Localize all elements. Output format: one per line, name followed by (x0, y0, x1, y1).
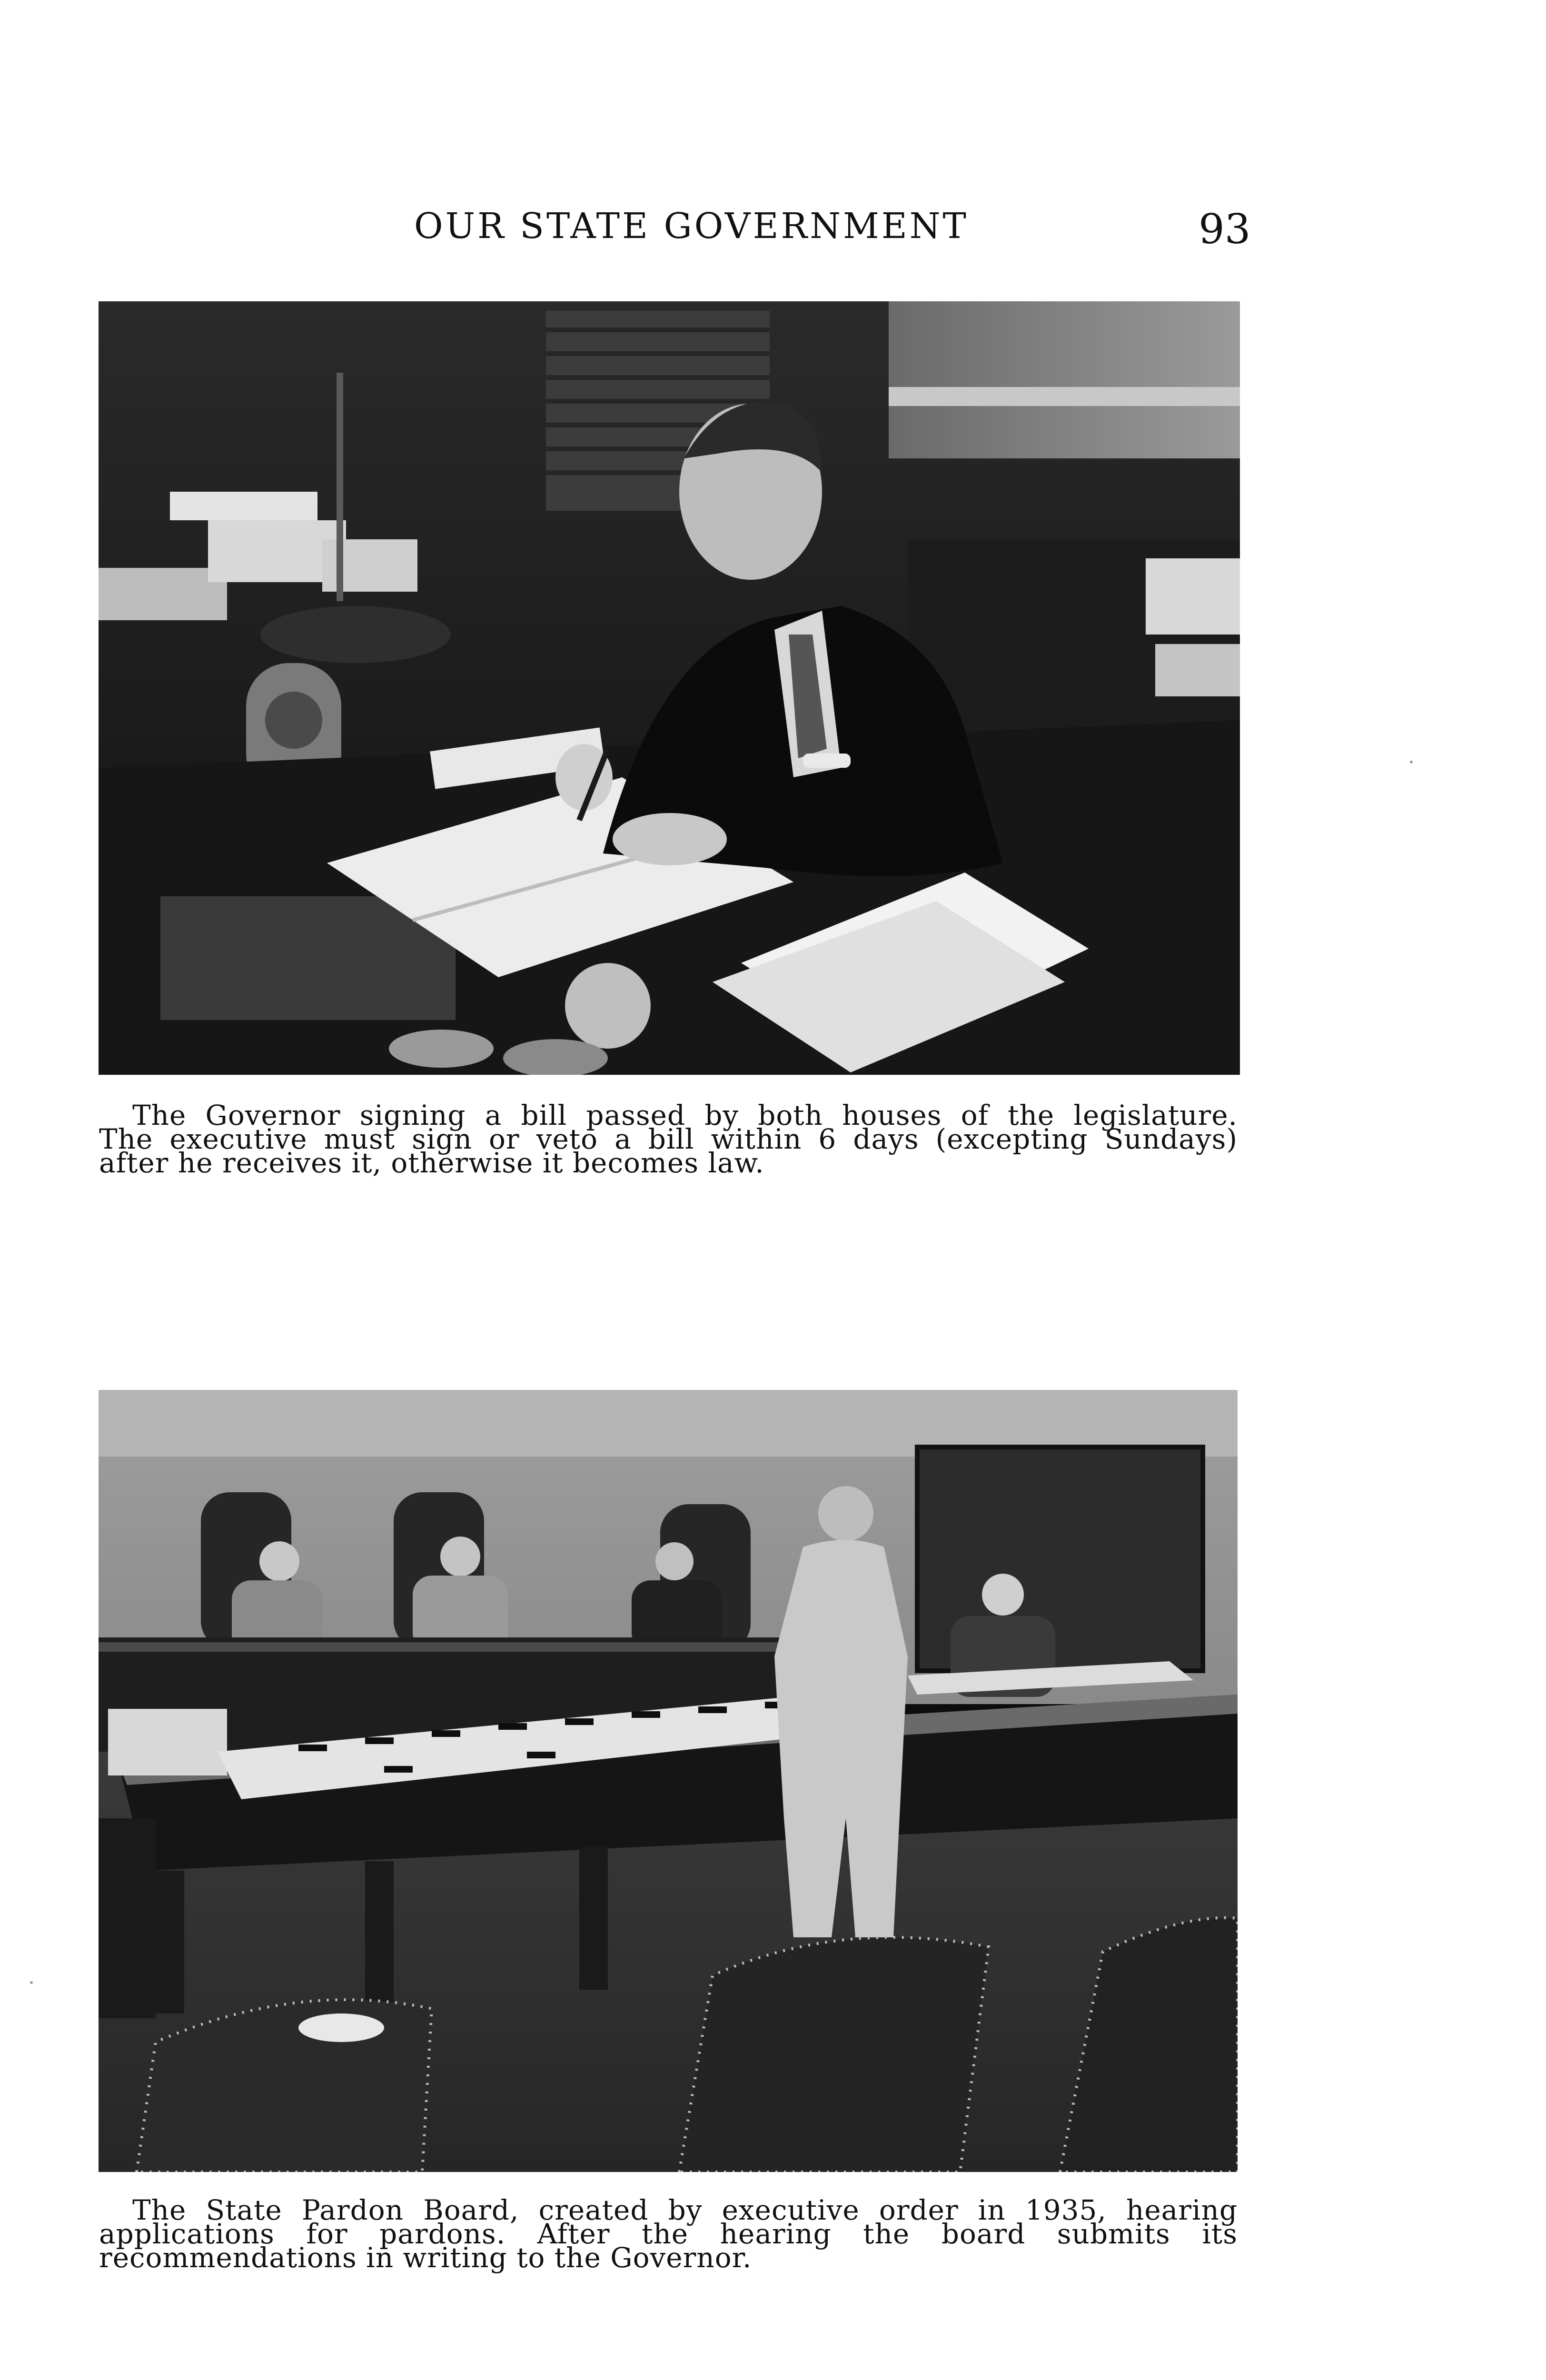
caption-line: The executive must sign or veto a bill within 6 days (excepting Sundays) (99, 1123, 1238, 1155)
caption-line: The Governor signing a bill passed by both houses of the legislature. (132, 1099, 1238, 1131)
governor-photo-caption (99, 1099, 1238, 1179)
pardon-board-photo (99, 1390, 1238, 2172)
caption-line: applications for pardons. After the hearing the board submits its (99, 2218, 1238, 2250)
caption-line: The State Pardon Board, created by executive order in 1935, hearing (132, 2194, 1238, 2226)
caption-line: after he receives it, otherwise it becomes law. (99, 1147, 764, 1179)
running-head: OUR STATE GOVERNMENT (414, 206, 969, 247)
pardon-board-photo-caption (99, 2194, 1238, 2274)
caption-line: recommendations in writing to the Governor. (99, 2241, 752, 2274)
page-number: 93 (1199, 206, 1251, 253)
print-speck (1410, 761, 1413, 764)
governor-signing-photo (99, 301, 1240, 1075)
print-speck (30, 1981, 33, 1984)
